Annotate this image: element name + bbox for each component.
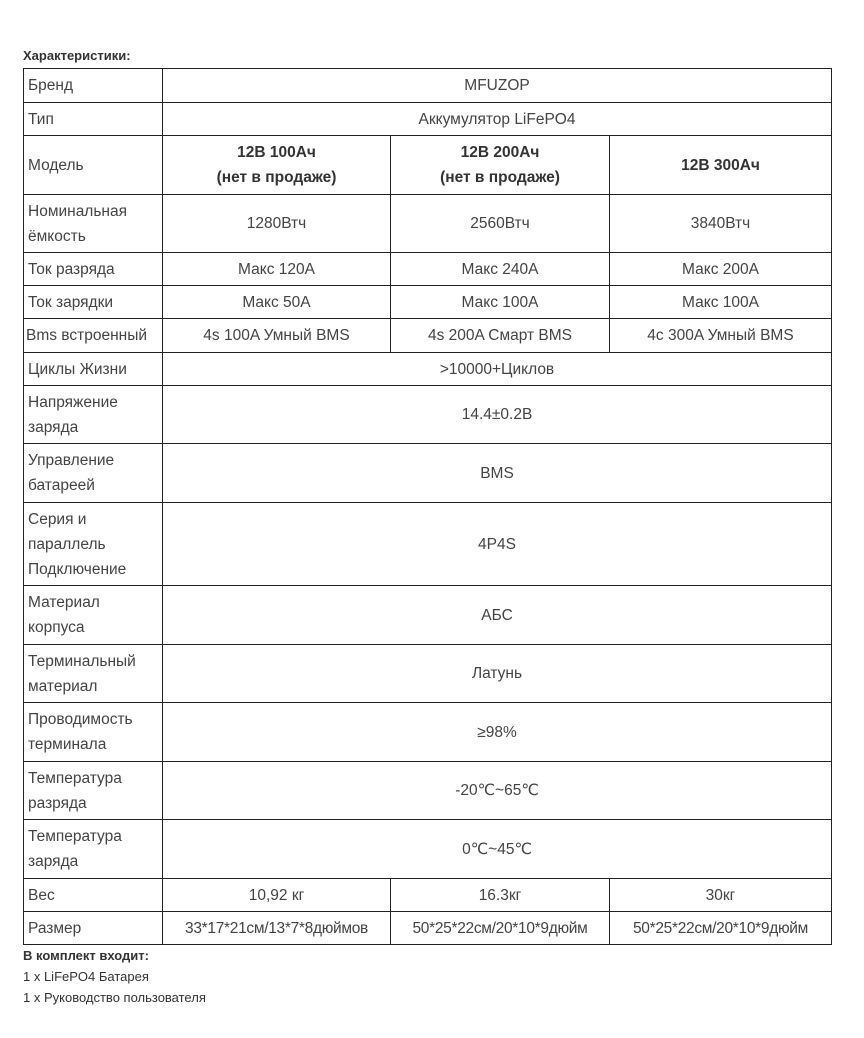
- label-case-material-line1: Материал: [28, 594, 100, 611]
- value-case-material: АБС: [163, 586, 832, 645]
- label-charge-voltage-line2: заряда: [28, 418, 79, 436]
- label-brand: Бренд: [24, 69, 163, 103]
- value-model-3: 12В 300Ач: [610, 136, 832, 195]
- model-2-line1: 12В 200Ач: [460, 144, 540, 161]
- row-model: [24, 136, 832, 195]
- value-size-2: 50*25*22см/20*10*9дюйм: [391, 912, 610, 945]
- label-terminal-material: [24, 645, 163, 703]
- label-charge-voltage-line1: Напряжение: [28, 393, 118, 411]
- label-series-parallel-line1: Серия и: [28, 510, 87, 528]
- row-charge-current: [24, 286, 832, 319]
- label-terminal-material-line2: материал: [28, 677, 98, 695]
- label-battery-management-line1: Управление: [28, 452, 115, 469]
- label-terminal-conductivity-line2: терминала: [28, 736, 107, 753]
- value-model-1: [163, 136, 391, 195]
- value-capacity-2: 2560Втч: [391, 195, 610, 253]
- row-brand: [24, 69, 832, 103]
- value-bms-builtin-2: 4s 200A Смарт BMS: [391, 319, 610, 353]
- package-item-battery: 1 x LiFePO4 Батарея: [23, 969, 149, 984]
- value-discharge-current-2: Макс 240A: [391, 253, 610, 286]
- value-size-1: 33*17*21см/13*7*8дюймов: [163, 912, 391, 945]
- specs-table: [23, 68, 832, 945]
- label-series-parallel-line3: Подключение: [28, 560, 127, 578]
- value-charge-current-3: Макс 100A: [610, 286, 832, 319]
- value-type: Аккумулятор LiFePO4: [163, 103, 832, 136]
- label-weight: Вес: [24, 879, 163, 912]
- value-battery-management: BMS: [163, 444, 832, 503]
- label-charge-temp-line1: Температура: [28, 828, 122, 845]
- row-type: [24, 103, 832, 136]
- value-cycles: >10000+Циклов: [163, 353, 832, 386]
- label-discharge-temp-line1: Температура: [28, 769, 122, 787]
- row-case-material: [24, 586, 832, 645]
- value-weight-2: 16.3кг: [391, 879, 610, 912]
- row-weight: [24, 879, 832, 912]
- label-bms-builtin: Bms встроенный: [24, 319, 163, 353]
- model-1-line1: 12В 100Ач: [237, 144, 316, 161]
- row-series-parallel: [24, 503, 832, 586]
- row-bms-builtin: [24, 319, 832, 353]
- row-terminal-material: [24, 645, 832, 703]
- label-charge-temp: [24, 820, 163, 879]
- label-charge-current: Ток зарядки: [24, 286, 163, 319]
- row-discharge-temp: [24, 762, 832, 820]
- row-size: [24, 912, 832, 945]
- value-terminal-material: Латунь: [163, 645, 832, 703]
- row-charge-temp: [24, 820, 832, 879]
- row-battery-management: [24, 444, 832, 503]
- value-charge-temp: 0℃~45℃: [163, 820, 832, 879]
- label-discharge-temp-line2: разряда: [28, 794, 87, 812]
- label-capacity-line2: ёмкость: [28, 227, 86, 245]
- value-charge-voltage: 14.4±0.2В: [163, 386, 832, 444]
- model-2-line2: (нет в продаже): [440, 169, 560, 186]
- label-battery-management: [24, 444, 163, 503]
- value-terminal-conductivity: ≥98%: [163, 703, 832, 762]
- value-discharge-current-3: Макс 200A: [610, 253, 832, 286]
- label-terminal-material-line1: Терминальный: [28, 652, 136, 670]
- label-terminal-conductivity: [24, 703, 163, 762]
- label-cycles: Циклы Жизни: [24, 353, 163, 386]
- value-discharge-temp: -20℃~65℃: [163, 762, 832, 820]
- label-case-material: [24, 586, 163, 645]
- package-title: В комплект входит:: [23, 948, 149, 963]
- specs-heading: Характеристики:: [23, 48, 131, 63]
- value-bms-builtin-1: 4s 100A Умный BMS: [163, 319, 391, 353]
- value-bms-builtin-3: 4с 300A Умный BMS: [610, 319, 832, 353]
- value-discharge-current-1: Макс 120A: [163, 253, 391, 286]
- label-discharge-temp: [24, 762, 163, 820]
- value-brand: MFUZOP: [163, 69, 832, 103]
- label-charge-voltage: [24, 386, 163, 444]
- label-capacity-line1: Номинальная: [28, 202, 128, 220]
- label-series-parallel: [24, 503, 163, 586]
- label-charge-temp-line2: заряда: [28, 853, 79, 870]
- value-model-2: [391, 136, 610, 195]
- value-capacity-3: 3840Втч: [610, 195, 832, 253]
- value-weight-1: 10,92 кг: [163, 879, 391, 912]
- label-series-parallel-line2: параллель: [28, 535, 106, 553]
- label-battery-management-line2: батареей: [28, 477, 95, 494]
- row-charge-voltage: [24, 386, 832, 444]
- model-1-line2: (нет в продаже): [216, 169, 337, 186]
- row-cycles: [24, 353, 832, 386]
- value-weight-3: 30кг: [610, 879, 832, 912]
- value-capacity-1: 1280Втч: [163, 195, 391, 253]
- package-item-manual: 1 x Руководство пользователя: [23, 990, 206, 1005]
- value-series-parallel: 4P4S: [163, 503, 832, 586]
- label-type: Тип: [24, 103, 163, 136]
- value-charge-current-1: Макс 50A: [163, 286, 391, 319]
- label-size: Размер: [24, 912, 163, 945]
- label-case-material-line2: корпуса: [28, 619, 85, 636]
- label-model: Модель: [24, 136, 163, 195]
- label-capacity: [24, 195, 163, 253]
- value-charge-current-2: Макс 100A: [391, 286, 610, 319]
- label-discharge-current: Ток разряда: [24, 253, 163, 286]
- row-capacity: [24, 195, 832, 253]
- value-size-3: 50*25*22см/20*10*9дюйм: [610, 912, 832, 945]
- row-terminal-conductivity: [24, 703, 832, 762]
- label-terminal-conductivity-line1: Проводимость: [28, 711, 133, 728]
- row-discharge-current: [24, 253, 832, 286]
